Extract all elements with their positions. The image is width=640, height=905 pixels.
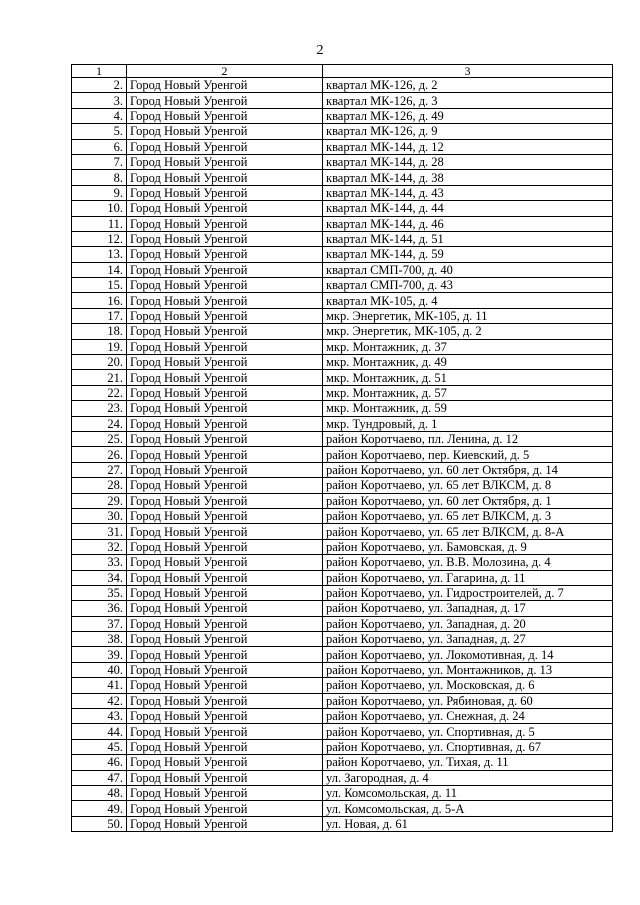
table-row — [72, 216, 613, 231]
address-cell: район Коротчаево, ул. Тихая, д. 11 — [323, 755, 613, 770]
municipality-cell: Город Новый Уренгой — [127, 324, 323, 339]
municipality-cell: Город Новый Уренгой — [127, 78, 323, 93]
row-number-cell: 28. — [72, 478, 127, 493]
address-cell: квартал МК-144, д. 43 — [323, 185, 613, 200]
table-row — [72, 816, 613, 831]
address-cell: район Коротчаево, ул. Монтажников, д. 13 — [323, 662, 613, 677]
table-row — [72, 524, 613, 539]
municipality-cell: Город Новый Уренгой — [127, 632, 323, 647]
row-number-cell: 5. — [72, 124, 127, 139]
row-number-cell: 45. — [72, 739, 127, 754]
address-cell: квартал МК-105, д. 4 — [323, 293, 613, 308]
municipality-cell: Город Новый Уренгой — [127, 539, 323, 554]
municipality-cell: Город Новый Уренгой — [127, 647, 323, 662]
row-number-cell: 15. — [72, 278, 127, 293]
address-cell: квартал МК-144, д. 44 — [323, 201, 613, 216]
municipality-cell: Город Новый Уренгой — [127, 154, 323, 169]
address-cell: квартал МК-126, д. 9 — [323, 124, 613, 139]
table-row — [72, 739, 613, 754]
row-number-cell: 29. — [72, 493, 127, 508]
table-row — [72, 385, 613, 400]
address-cell: мкр. Энергетик, МК-105, д. 2 — [323, 324, 613, 339]
address-cell: район Коротчаево, ул. 60 лет Октября, д. 1 — [323, 493, 613, 508]
table-row — [72, 570, 613, 585]
address-cell: квартал МК-144, д. 38 — [323, 170, 613, 185]
table-row — [72, 770, 613, 785]
address-cell: квартал МК-126, д. 2 — [323, 78, 613, 93]
address-cell: район Коротчаево, ул. Спортивная, д. 67 — [323, 739, 613, 754]
row-number-cell: 4. — [72, 108, 127, 123]
table-row — [72, 201, 613, 216]
address-cell: район Коротчаево, ул. 65 лет ВЛКСМ, д. 8 — [323, 478, 613, 493]
row-number-cell: 34. — [72, 570, 127, 585]
municipality-cell: Город Новый Уренгой — [127, 370, 323, 385]
row-number-cell: 2. — [72, 78, 127, 93]
address-cell: район Коротчаево, ул. Западная, д. 17 — [323, 601, 613, 616]
table-row — [72, 124, 613, 139]
municipality-cell: Город Новый Уренгой — [127, 339, 323, 354]
table-row — [72, 139, 613, 154]
municipality-cell: Город Новый Уренгой — [127, 678, 323, 693]
table-row — [72, 539, 613, 554]
address-cell: район Коротчаево, ул. 65 лет ВЛКСМ, д. 3 — [323, 508, 613, 523]
page-number: 2 — [316, 43, 324, 58]
table-row — [72, 401, 613, 416]
address-cell: мкр. Энергетик, МК-105, д. 11 — [323, 308, 613, 323]
row-number-cell: 17. — [72, 308, 127, 323]
row-number-cell: 31. — [72, 524, 127, 539]
table-row — [72, 355, 613, 370]
address-cell: район Коротчаево, ул. Снежная, д. 24 — [323, 709, 613, 724]
municipality-cell: Город Новый Уренгой — [127, 401, 323, 416]
table-row — [72, 478, 613, 493]
row-number-cell: 42. — [72, 693, 127, 708]
municipality-cell: Город Новый Уренгой — [127, 508, 323, 523]
row-number-cell: 39. — [72, 647, 127, 662]
address-cell: квартал МК-144, д. 28 — [323, 154, 613, 169]
table-row — [72, 801, 613, 816]
row-number-cell: 7. — [72, 154, 127, 169]
table-row — [72, 693, 613, 708]
address-cell: квартал МК-126, д. 49 — [323, 108, 613, 123]
municipality-cell: Город Новый Уренгой — [127, 662, 323, 677]
municipality-cell: Город Новый Уренгой — [127, 693, 323, 708]
municipality-cell: Город Новый Уренгой — [127, 616, 323, 631]
row-number-cell: 30. — [72, 508, 127, 523]
address-cell: район Коротчаево, ул. Локомотивная, д. 14 — [323, 647, 613, 662]
municipality-cell: Город Новый Уренгой — [127, 385, 323, 400]
municipality-cell: Город Новый Уренгой — [127, 601, 323, 616]
address-cell: квартал МК-144, д. 46 — [323, 216, 613, 231]
address-cell: мкр. Монтажник, д. 51 — [323, 370, 613, 385]
table-row — [72, 616, 613, 631]
table-row — [72, 785, 613, 800]
row-number-cell: 9. — [72, 185, 127, 200]
table-row — [72, 709, 613, 724]
row-number-cell: 43. — [72, 709, 127, 724]
address-cell: район Коротчаево, ул. Рябиновая, д. 60 — [323, 693, 613, 708]
address-table — [71, 64, 613, 832]
row-number-cell: 44. — [72, 724, 127, 739]
table-row — [72, 370, 613, 385]
address-cell: район Коротчаево, пл. Ленина, д. 12 — [323, 431, 613, 446]
address-cell: район Коротчаево, ул. Московская, д. 6 — [323, 678, 613, 693]
row-number-cell: 18. — [72, 324, 127, 339]
address-cell: район Коротчаево, ул. 65 лет ВЛКСМ, д. 8-А — [323, 524, 613, 539]
address-cell: район Коротчаево, ул. Западная, д. 27 — [323, 632, 613, 647]
address-cell: мкр. Монтажник, д. 57 — [323, 385, 613, 400]
municipality-cell: Город Новый Уренгой — [127, 308, 323, 323]
row-number-cell: 12. — [72, 231, 127, 246]
table-row — [72, 447, 613, 462]
municipality-cell: Город Новый Уренгой — [127, 93, 323, 108]
table-row — [72, 555, 613, 570]
municipality-cell: Город Новый Уренгой — [127, 785, 323, 800]
row-number-cell: 20. — [72, 355, 127, 370]
address-cell: район Коротчаево, ул. В.В. Молозина, д. 4 — [323, 555, 613, 570]
municipality-cell: Город Новый Уренгой — [127, 816, 323, 831]
table-row — [72, 308, 613, 323]
row-number-cell: 41. — [72, 678, 127, 693]
table-row — [72, 108, 613, 123]
municipality-cell: Город Новый Уренгой — [127, 108, 323, 123]
address-cell: район Коротчаево, ул. Бамовская, д. 9 — [323, 539, 613, 554]
row-number-cell: 14. — [72, 262, 127, 277]
municipality-cell: Город Новый Уренгой — [127, 478, 323, 493]
table-row — [72, 662, 613, 677]
row-number-cell: 16. — [72, 293, 127, 308]
municipality-cell: Город Новый Уренгой — [127, 247, 323, 262]
row-number-cell: 37. — [72, 616, 127, 631]
row-number-cell: 19. — [72, 339, 127, 354]
row-number-cell: 36. — [72, 601, 127, 616]
municipality-cell: Город Новый Уренгой — [127, 524, 323, 539]
table-row — [72, 601, 613, 616]
table-row — [72, 324, 613, 339]
municipality-cell: Город Новый Уренгой — [127, 139, 323, 154]
address-cell: ул. Загородная, д. 4 — [323, 770, 613, 785]
municipality-cell: Город Новый Уренгой — [127, 770, 323, 785]
row-number-cell: 38. — [72, 632, 127, 647]
table-row — [72, 247, 613, 262]
address-cell: район Коротчаево, ул. 60 лет Октября, д. 14 — [323, 462, 613, 477]
row-number-cell: 49. — [72, 801, 127, 816]
row-number-cell: 3. — [72, 93, 127, 108]
row-number-cell: 23. — [72, 401, 127, 416]
row-number-cell: 21. — [72, 370, 127, 385]
table-row — [72, 262, 613, 277]
address-cell: район Коротчаево, ул. Гагарина, д. 11 — [323, 570, 613, 585]
municipality-cell: Город Новый Уренгой — [127, 724, 323, 739]
address-cell: мкр. Монтажник, д. 37 — [323, 339, 613, 354]
table-row — [72, 508, 613, 523]
municipality-cell: Город Новый Уренгой — [127, 709, 323, 724]
municipality-cell: Город Новый Уренгой — [127, 355, 323, 370]
address-cell: район Коротчаево, ул. Гидростроителей, д. 7 — [323, 585, 613, 600]
municipality-cell: Город Новый Уренгой — [127, 185, 323, 200]
table-row — [72, 339, 613, 354]
address-cell: мкр. Монтажник, д. 49 — [323, 355, 613, 370]
row-number-cell: 25. — [72, 431, 127, 446]
table-row — [72, 647, 613, 662]
table-row — [72, 78, 613, 93]
table-row — [72, 678, 613, 693]
column-header-address: 3 — [323, 65, 613, 78]
row-number-cell: 46. — [72, 755, 127, 770]
row-number-cell: 47. — [72, 770, 127, 785]
address-cell: ул. Комсомольская, д. 5-А — [323, 801, 613, 816]
address-cell: мкр. Монтажник, д. 59 — [323, 401, 613, 416]
municipality-cell: Город Новый Уренгой — [127, 216, 323, 231]
municipality-cell: Город Новый Уренгой — [127, 201, 323, 216]
row-number-cell: 26. — [72, 447, 127, 462]
row-number-cell: 27. — [72, 462, 127, 477]
address-cell: квартал СМП-700, д. 43 — [323, 278, 613, 293]
municipality-cell: Город Новый Уренгой — [127, 570, 323, 585]
municipality-cell: Город Новый Уренгой — [127, 555, 323, 570]
table-row — [72, 724, 613, 739]
column-header-municipality: 2 — [127, 65, 323, 78]
table-row — [72, 462, 613, 477]
table-row — [72, 493, 613, 508]
address-cell: квартал МК-144, д. 12 — [323, 139, 613, 154]
municipality-cell: Город Новый Уренгой — [127, 231, 323, 246]
table-row — [72, 154, 613, 169]
address-cell: район Коротчаево, пер. Киевский, д. 5 — [323, 447, 613, 462]
address-cell: район Коротчаево, ул. Спортивная, д. 5 — [323, 724, 613, 739]
municipality-cell: Город Новый Уренгой — [127, 801, 323, 816]
row-number-cell: 33. — [72, 555, 127, 570]
municipality-cell: Город Новый Уренгой — [127, 262, 323, 277]
row-number-cell: 22. — [72, 385, 127, 400]
table-row — [72, 585, 613, 600]
municipality-cell: Город Новый Уренгой — [127, 462, 323, 477]
row-number-cell: 48. — [72, 785, 127, 800]
municipality-cell: Город Новый Уренгой — [127, 124, 323, 139]
table-header-row — [72, 65, 613, 78]
row-number-cell: 6. — [72, 139, 127, 154]
address-cell: мкр. Тундровый, д. 1 — [323, 416, 613, 431]
table-row — [72, 278, 613, 293]
table-row — [72, 431, 613, 446]
municipality-cell: Город Новый Уренгой — [127, 431, 323, 446]
row-number-cell: 50. — [72, 816, 127, 831]
address-cell: квартал МК-144, д. 51 — [323, 231, 613, 246]
municipality-cell: Город Новый Уренгой — [127, 585, 323, 600]
municipality-cell: Город Новый Уренгой — [127, 416, 323, 431]
address-cell: район Коротчаево, ул. Западная, д. 20 — [323, 616, 613, 631]
table-row — [72, 185, 613, 200]
row-number-cell: 40. — [72, 662, 127, 677]
table-row — [72, 416, 613, 431]
municipality-cell: Город Новый Уренгой — [127, 447, 323, 462]
table-row — [72, 93, 613, 108]
row-number-cell: 32. — [72, 539, 127, 554]
municipality-cell: Город Новый Уренгой — [127, 170, 323, 185]
table-row — [72, 293, 613, 308]
address-cell: ул. Новая, д. 61 — [323, 816, 613, 831]
address-cell: ул. Комсомольская, д. 11 — [323, 785, 613, 800]
row-number-cell: 24. — [72, 416, 127, 431]
row-number-cell: 11. — [72, 216, 127, 231]
table-row — [72, 632, 613, 647]
municipality-cell: Город Новый Уренгой — [127, 278, 323, 293]
municipality-cell: Город Новый Уренгой — [127, 755, 323, 770]
address-cell: квартал МК-126, д. 3 — [323, 93, 613, 108]
address-cell: квартал МК-144, д. 59 — [323, 247, 613, 262]
municipality-cell: Город Новый Уренгой — [127, 293, 323, 308]
row-number-cell: 8. — [72, 170, 127, 185]
municipality-cell: Город Новый Уренгой — [127, 739, 323, 754]
table-row — [72, 231, 613, 246]
row-number-cell: 13. — [72, 247, 127, 262]
table-row — [72, 170, 613, 185]
table-row — [72, 755, 613, 770]
municipality-cell: Город Новый Уренгой — [127, 493, 323, 508]
row-number-cell: 10. — [72, 201, 127, 216]
row-number-cell: 35. — [72, 585, 127, 600]
column-header-number: 1 — [72, 65, 127, 78]
address-cell: квартал СМП-700, д. 40 — [323, 262, 613, 277]
